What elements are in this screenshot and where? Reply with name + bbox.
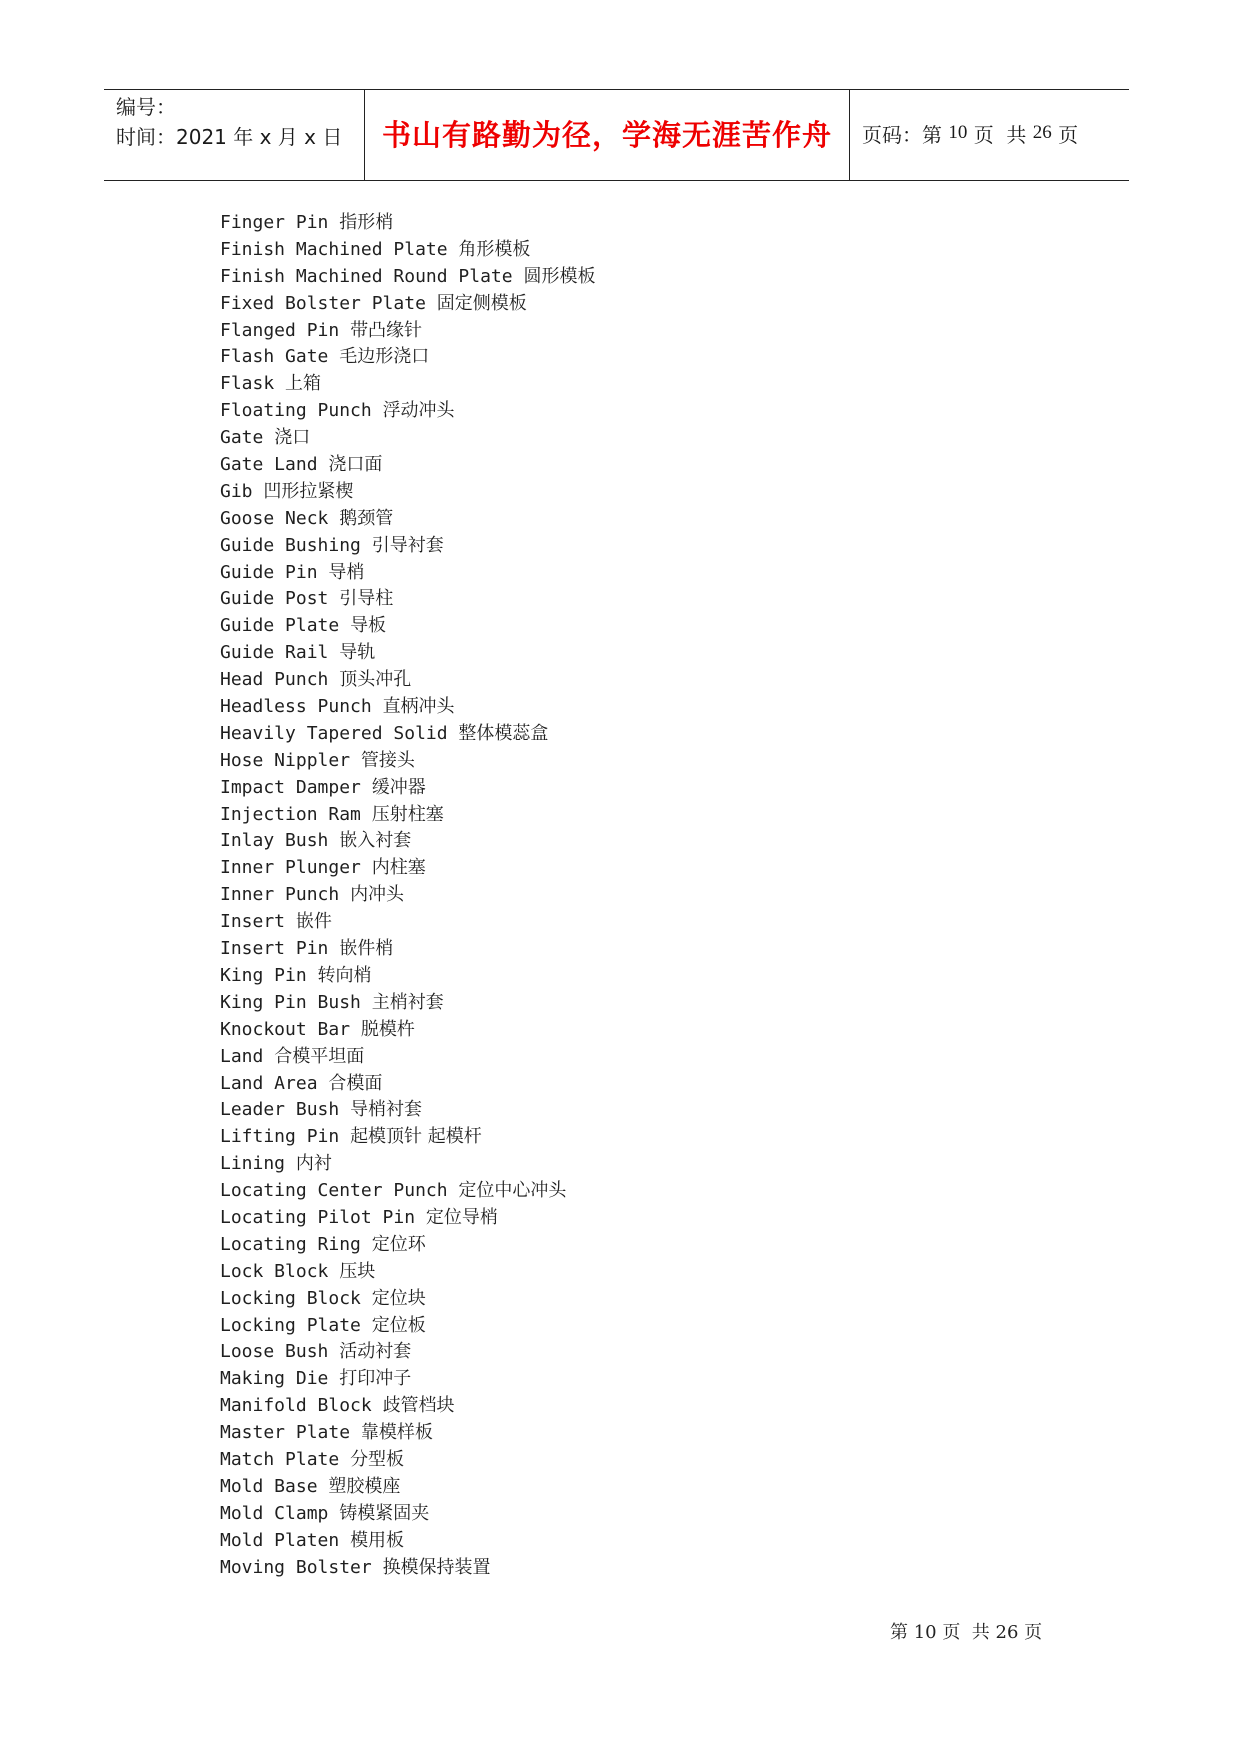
- entry-english-term: Making Die: [220, 1368, 329, 1390]
- glossary-entry: [220, 586, 595, 613]
- entry-chinese-term: 管接头: [360, 749, 415, 771]
- entry-english-term: Inner Plunger: [220, 857, 361, 879]
- entry-english-term: Locking Block: [220, 1287, 361, 1309]
- entry-english-term: Match Plate: [220, 1448, 340, 1470]
- glossary-entry: [220, 1232, 595, 1259]
- entry-english-term: Finish Machined Round Plate: [220, 265, 513, 287]
- entry-chinese-term: 引导柱: [339, 588, 394, 610]
- entry-english-term: Gate Land: [220, 454, 318, 476]
- footer-prefix: 第: [890, 1622, 914, 1643]
- footer-current-page: 10: [913, 1622, 937, 1643]
- entry-english-term: Mold Clamp: [220, 1502, 329, 1524]
- glossary-entry: [220, 1071, 595, 1098]
- glossary-entry: [220, 210, 595, 237]
- entry-chinese-term: 定位环: [371, 1233, 426, 1255]
- entry-chinese-term: 嵌件梢: [339, 938, 394, 960]
- entry-english-term: Headless Punch: [220, 696, 372, 718]
- time-label: 时间：2021 年 x 月 x 日: [116, 125, 343, 149]
- entry-english-term: Guide Plate: [220, 615, 340, 637]
- entry-chinese-term: 压块: [339, 1260, 376, 1282]
- entry-chinese-term: 打印冲子: [339, 1368, 412, 1390]
- entry-english-term: Insert: [220, 911, 286, 933]
- glossary-entry: [220, 1501, 595, 1528]
- entry-english-term: King Pin Bush: [220, 991, 361, 1013]
- glossary-entry: [220, 694, 595, 721]
- entry-chinese-term: 合模面: [328, 1072, 383, 1094]
- entry-english-term: Flask: [220, 373, 275, 395]
- glossary-entry: [220, 1259, 595, 1286]
- glossary-entry: [220, 318, 595, 345]
- entry-english-term: Guide Post: [220, 588, 329, 610]
- glossary-entry: [220, 667, 595, 694]
- entry-english-term: Locating Center Punch: [220, 1180, 448, 1202]
- entry-chinese-term: 脱模杵: [360, 1018, 415, 1040]
- entry-chinese-term: 凹形拉紧楔: [263, 480, 354, 502]
- glossary-entry: [220, 533, 595, 560]
- glossary-entry: [220, 479, 595, 506]
- entry-chinese-term: 导板: [350, 615, 387, 637]
- glossary-entry: [220, 855, 595, 882]
- entry-english-term: Master Plate: [220, 1422, 351, 1444]
- entry-chinese-term: 整体模蕊盒: [458, 722, 549, 744]
- entry-english-term: Loose Bush: [220, 1341, 329, 1363]
- entry-english-term: Guide Bushing: [220, 534, 361, 556]
- glossary-entry: [220, 1017, 595, 1044]
- entry-english-term: Finish Machined Plate: [220, 238, 448, 260]
- entry-english-term: Gate: [220, 427, 264, 449]
- footer-suffix: 页: [1018, 1622, 1043, 1643]
- entry-chinese-term: 导轨: [339, 642, 376, 664]
- glossary-entry: [220, 291, 595, 318]
- glossary-entry: [220, 1124, 595, 1151]
- entry-english-term: Locating Pilot Pin: [220, 1206, 416, 1228]
- entry-english-term: Lifting Pin: [220, 1126, 340, 1148]
- entry-english-term: Locating Ring: [220, 1233, 361, 1255]
- entry-chinese-term: 毛边形浇口: [339, 346, 430, 368]
- glossary-entry: [220, 1420, 595, 1447]
- entry-chinese-term: 活动衬套: [339, 1341, 412, 1363]
- entry-chinese-term: 引导衬套: [371, 534, 444, 556]
- entry-english-term: Flash Gate: [220, 346, 329, 368]
- entry-chinese-term: 塑胶模座: [328, 1475, 401, 1497]
- glossary-entry: [220, 371, 595, 398]
- glossary-entry: [220, 1555, 595, 1582]
- entry-chinese-term: 浮动冲头: [382, 400, 455, 422]
- entry-english-term: Manifold Block: [220, 1395, 372, 1417]
- entry-chinese-term: 导梢衬套: [350, 1099, 423, 1121]
- page-number-middle: 页 共: [967, 122, 1033, 147]
- glossary-entry: [220, 1393, 595, 1420]
- entry-chinese-term: 铸模紧固夹: [339, 1502, 430, 1524]
- entry-chinese-term: 导梢: [328, 561, 365, 583]
- glossary-entry: [220, 425, 595, 452]
- entry-chinese-term: 鹅颈管: [339, 507, 394, 529]
- glossary-entry: [220, 1178, 595, 1205]
- serial-number-label: 编号：: [116, 95, 176, 119]
- glossary-entry: [220, 1366, 595, 1393]
- entry-chinese-term: 上箱: [285, 373, 322, 395]
- entry-english-term: King Pin: [220, 964, 307, 986]
- glossary-entry: [220, 452, 595, 479]
- glossary-entry: [220, 344, 595, 371]
- entry-english-term: Gib: [220, 480, 253, 502]
- motto-cell: [365, 90, 850, 180]
- glossary-entry: [220, 748, 595, 775]
- glossary-list: [220, 210, 595, 1581]
- page-number-cell: [850, 90, 1129, 180]
- glossary-entry: [220, 1474, 595, 1501]
- entry-english-term: Guide Pin: [220, 561, 318, 583]
- page-number-prefix: 页码：第: [862, 122, 949, 147]
- entry-chinese-term: 定位中心冲头: [458, 1180, 567, 1202]
- glossary-entry: [220, 1313, 595, 1340]
- entry-english-term: Heavily Tapered Solid: [220, 722, 448, 744]
- glossary-entry: [220, 640, 595, 667]
- entry-chinese-term: 带凸缘针: [350, 319, 423, 341]
- entry-chinese-term: 主梢衬套: [371, 991, 444, 1013]
- entry-chinese-term: 内衬: [295, 1153, 332, 1175]
- glossary-entry: [220, 1097, 595, 1124]
- entry-english-term: Injection Ram: [220, 803, 361, 825]
- entry-english-term: Mold Base: [220, 1475, 318, 1497]
- entry-chinese-term: 固定侧模板: [436, 292, 527, 314]
- glossary-entry: [220, 936, 595, 963]
- glossary-entry: [220, 1044, 595, 1071]
- entry-chinese-term: 换模保持装置: [382, 1556, 491, 1578]
- glossary-entry: [220, 909, 595, 936]
- glossary-entry: [220, 1286, 595, 1313]
- entry-english-term: Fixed Bolster Plate: [220, 292, 426, 314]
- entry-english-term: Land: [220, 1045, 264, 1067]
- entry-chinese-term: 合模平坦面: [274, 1045, 365, 1067]
- glossary-entry: [220, 721, 595, 748]
- glossary-entry: [220, 506, 595, 533]
- footer-total-pages: 26: [995, 1622, 1019, 1643]
- entry-chinese-term: 角形模板: [458, 238, 531, 260]
- glossary-entry: [220, 1205, 595, 1232]
- entry-english-term: Floating Punch: [220, 400, 372, 422]
- entry-chinese-term: 模用板: [350, 1529, 405, 1551]
- entry-english-term: Hose Nippler: [220, 749, 351, 771]
- entry-chinese-term: 浇口面: [328, 454, 383, 476]
- entry-english-term: Locking Plate: [220, 1314, 361, 1336]
- entry-chinese-term: 嵌入衬套: [339, 830, 412, 852]
- page-number-suffix: 页: [1051, 122, 1079, 147]
- glossary-entry: [220, 882, 595, 909]
- entry-chinese-term: 定位块: [371, 1287, 426, 1309]
- glossary-entry: [220, 1339, 595, 1366]
- entry-chinese-term: 浇口: [274, 427, 311, 449]
- page-footer: [890, 1618, 1042, 1644]
- entry-english-term: Finger Pin: [220, 212, 329, 233]
- page-header: [104, 89, 1129, 181]
- glossary-entry: [220, 264, 595, 291]
- header-info-cell: [104, 90, 365, 180]
- entry-chinese-term: 压射柱塞: [371, 803, 444, 825]
- glossary-entry: [220, 1151, 595, 1178]
- page-number-current: 10: [948, 122, 968, 143]
- entry-chinese-term: 顶头冲孔: [339, 669, 412, 691]
- entry-english-term: Insert Pin: [220, 938, 329, 960]
- entry-english-term: Mold Platen: [220, 1529, 340, 1551]
- entry-english-term: Lock Block: [220, 1260, 329, 1282]
- glossary-entry: [220, 398, 595, 425]
- entry-chinese-term: 缓冲器: [371, 776, 426, 798]
- entry-chinese-term: 内柱塞: [371, 857, 426, 879]
- entry-english-term: Flanged Pin: [220, 319, 340, 341]
- entry-english-term: Inner Punch: [220, 884, 340, 906]
- footer-middle: 页 共: [936, 1622, 996, 1643]
- entry-chinese-term: 定位板: [371, 1314, 426, 1336]
- glossary-entry: [220, 775, 595, 802]
- glossary-entry: [220, 802, 595, 829]
- page-number-total: 26: [1032, 122, 1052, 143]
- entry-english-term: Lining: [220, 1153, 286, 1175]
- glossary-entry: [220, 237, 595, 264]
- entry-chinese-term: 指形梢: [339, 212, 394, 233]
- entry-chinese-term: 起模顶针 起模杆: [350, 1126, 482, 1148]
- glossary-entry: [220, 1528, 595, 1555]
- glossary-entry: [220, 1447, 595, 1474]
- entry-chinese-term: 分型板: [350, 1448, 405, 1470]
- entry-english-term: Moving Bolster: [220, 1556, 372, 1578]
- entry-chinese-term: 直柄冲头: [382, 696, 455, 718]
- motto-text: 书山有路勤为径，学海无涯苦作舟: [381, 117, 832, 152]
- entry-chinese-term: 歧管档块: [382, 1395, 455, 1417]
- entry-chinese-term: 嵌件: [295, 911, 332, 933]
- entry-chinese-term: 转向梢: [317, 964, 372, 986]
- entry-english-term: Inlay Bush: [220, 830, 329, 852]
- entry-chinese-term: 靠模样板: [360, 1422, 433, 1444]
- entry-chinese-term: 定位导梢: [425, 1206, 498, 1228]
- entry-english-term: Guide Rail: [220, 642, 329, 664]
- entry-chinese-term: 内冲头: [350, 884, 405, 906]
- glossary-entry: [220, 560, 595, 587]
- glossary-entry: [220, 613, 595, 640]
- entry-english-term: Head Punch: [220, 669, 329, 691]
- entry-chinese-term: 圆形模板: [523, 265, 596, 287]
- entry-english-term: Land Area: [220, 1072, 318, 1094]
- glossary-entry: [220, 990, 595, 1017]
- entry-english-term: Leader Bush: [220, 1099, 340, 1121]
- entry-english-term: Goose Neck: [220, 507, 329, 529]
- entry-english-term: Knockout Bar: [220, 1018, 351, 1040]
- glossary-entry: [220, 828, 595, 855]
- glossary-entry: [220, 963, 595, 990]
- entry-english-term: Impact Damper: [220, 776, 361, 798]
